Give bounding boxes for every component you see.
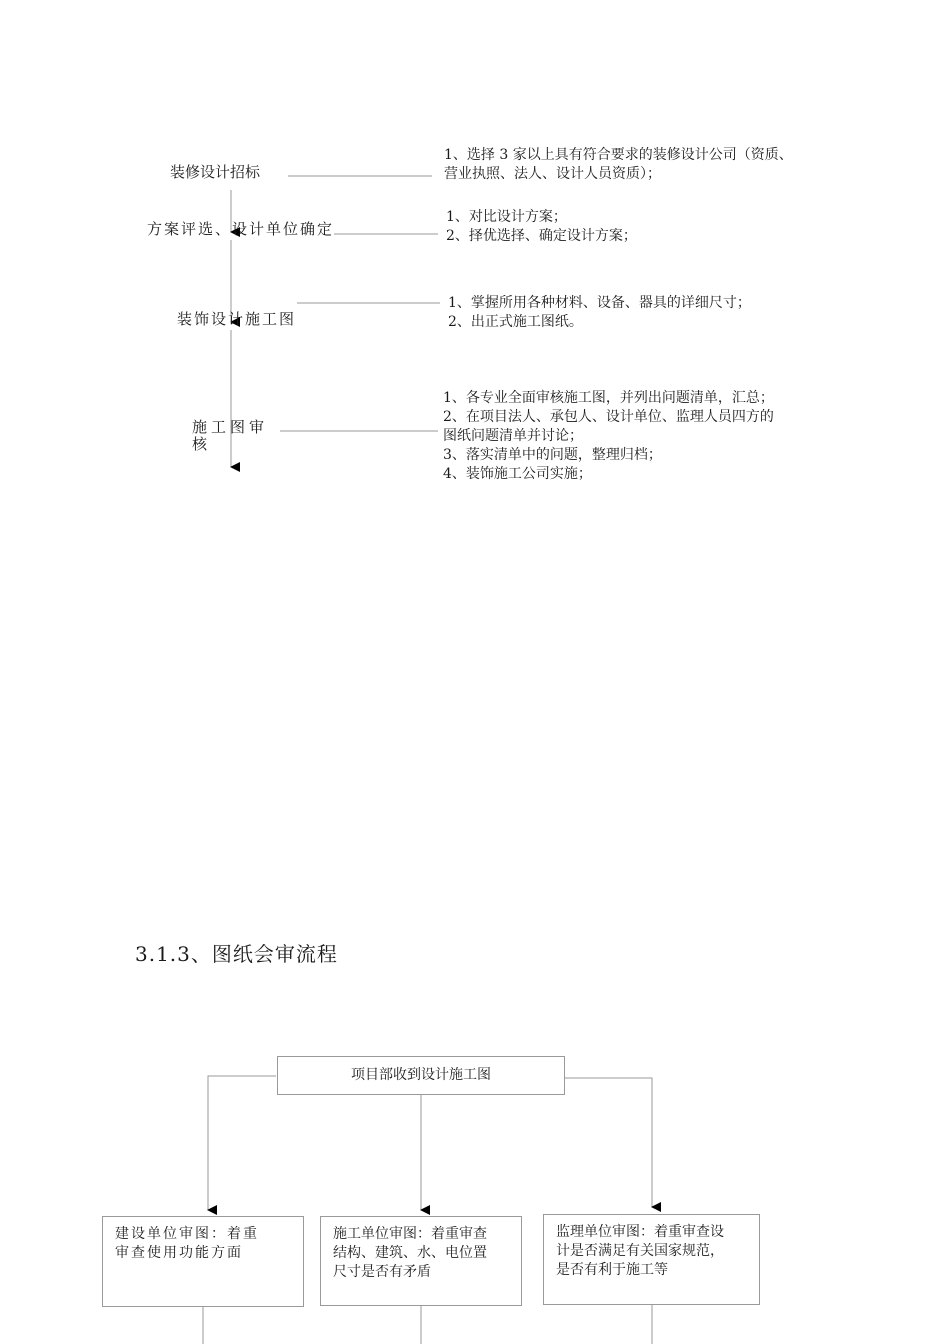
flow1-notes-drawing [448, 294, 751, 332]
flow2-top-box-label: 项目部收到设计施工图 [351, 1067, 491, 1083]
note-line: 2、择优选择、确定设计方案； [446, 228, 637, 244]
note-line: 1、选择 3 家以上具有符合要求的装修设计公司（资质、 [444, 147, 793, 163]
note-line: 4、装饰施工公司实施； [443, 466, 592, 482]
box-line: 监理单位审图：着重审查设 [556, 1224, 724, 1240]
flow2-box-contractor [320, 1216, 522, 1306]
section-heading: 3.1.3、图纸会审流程 [135, 942, 338, 966]
flow1-step-drawing: 装饰设计施工图 [177, 310, 297, 328]
flow2-connector-right [565, 1078, 652, 1207]
flow1-step-review: 施工图审核 [192, 418, 269, 453]
note-line: 图纸问题清单并讨论； [443, 428, 583, 444]
flow2-box-owner [102, 1216, 304, 1307]
flow1-step-selection: 方案评选、设计单位确定 [147, 220, 335, 238]
note-line: 2、出正式施工图纸。 [448, 314, 583, 330]
flow2-top-box [277, 1056, 565, 1095]
note-line: 1、各专业全面审核施工图，并列出问题清单，汇总； [443, 390, 774, 406]
flow1-notes-review [443, 389, 774, 484]
flow1-notes-tender [444, 146, 793, 184]
note-line: 营业执照、法人、设计人员资质）； [444, 166, 661, 182]
box-line: 施工单位审图：着重审查 [333, 1226, 487, 1242]
note-line: 3、落实清单中的问题，整理归档； [443, 447, 662, 463]
box-line: 是否有利于施工等 [556, 1262, 668, 1278]
note-line: 1、掌握所用各种材料、设备、器具的详细尺寸； [448, 295, 751, 311]
flow2-connector-left [208, 1076, 276, 1210]
flow1-notes-selection [446, 208, 637, 246]
note-line: 2、在项目法人、承包人、设计单位、监理人员四方的 [443, 409, 774, 425]
flow2-box-supervisor [543, 1214, 760, 1305]
box-line: 建设单位审图：着重 [115, 1226, 259, 1242]
note-line: 1、对比设计方案； [446, 209, 567, 225]
box-line: 结构、建筑、水、电位置 [333, 1245, 487, 1261]
box-line: 审查使用功能方面 [115, 1245, 243, 1261]
flow1-step-tender: 装修设计招标 [170, 163, 261, 181]
box-line: 计是否满足有关国家规范， [556, 1243, 724, 1259]
box-line: 尺寸是否有矛盾 [333, 1264, 431, 1280]
